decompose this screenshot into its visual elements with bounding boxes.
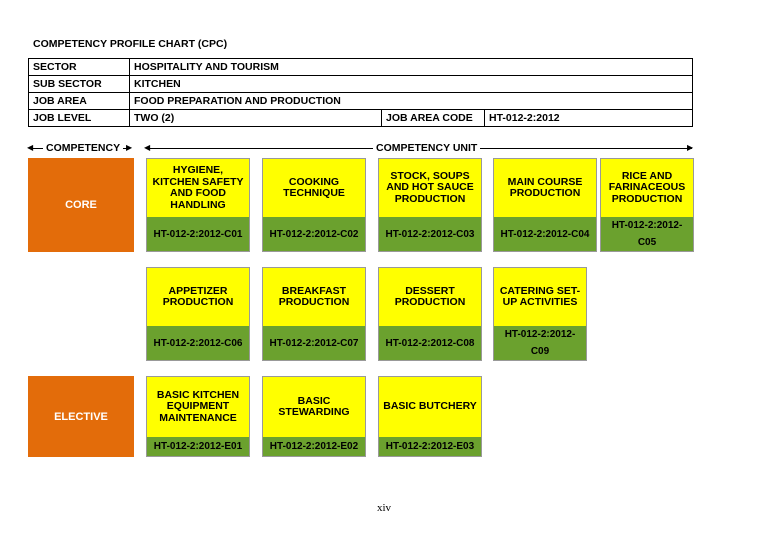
unit-code: HT-012-2:2012-C08 — [379, 326, 481, 360]
competency-unit-header: COMPETENCY UNIT — [373, 142, 480, 154]
competency-unit-card — [493, 158, 597, 252]
competency-header: COMPETENCY — [43, 142, 123, 154]
competency-unit-card — [262, 376, 366, 457]
job-info-table — [28, 58, 693, 127]
unit-code: HT-012-2:2012-E01 — [147, 437, 249, 456]
competency-unit-card — [146, 267, 250, 361]
unit-name: DESSERT PRODUCTION — [379, 268, 481, 326]
joblevel-value: TWO (2) — [130, 110, 382, 127]
subsector-label: SUB SECTOR — [29, 76, 130, 93]
page-number: xiv — [376, 502, 392, 514]
core-category: CORE — [28, 158, 134, 252]
unit-code: HT-012-2:2012-C01 — [147, 217, 249, 251]
competency-unit-card — [146, 376, 250, 457]
unit-code: HT-012-2:2012-C09 — [494, 326, 586, 360]
sector-value: HOSPITALITY AND TOURISM — [130, 59, 693, 76]
jobarea-value: FOOD PREPARATION AND PRODUCTION — [130, 93, 693, 110]
competency-unit-card — [600, 158, 694, 252]
unit-code: HT-012-2:2012-C04 — [494, 217, 596, 251]
competency-unit-card — [146, 158, 250, 252]
unit-code: HT-012-2:2012-E03 — [379, 437, 481, 456]
competency-unit-card — [262, 267, 366, 361]
unit-code: HT-012-2:2012-C03 — [379, 217, 481, 251]
unit-name: BASIC BUTCHERY — [379, 377, 481, 437]
unit-name: RICE AND FARINACEOUS PRODUCTION — [601, 159, 693, 217]
arrow-right-icon: ▶ — [126, 143, 133, 152]
competency-unit-card — [262, 158, 366, 252]
elective-category: ELECTIVE — [28, 376, 134, 457]
subsector-value: KITCHEN — [130, 76, 693, 93]
unit-name: BREAKFAST PRODUCTION — [263, 268, 365, 326]
competency-unit-card — [493, 267, 587, 361]
competency-unit-card — [378, 267, 482, 361]
chart-title: COMPETENCY PROFILE CHART (CPC) — [33, 38, 228, 50]
competency-unit-card — [378, 158, 482, 252]
sector-row — [29, 59, 693, 76]
unit-name: BASIC KITCHEN EQUIPMENT MAINTENANCE — [147, 377, 249, 437]
unit-code: HT-012-2:2012-C02 — [263, 217, 365, 251]
jobareacode-label: JOB AREA CODE — [382, 110, 485, 127]
unit-name: BASIC STEWARDING — [263, 377, 365, 437]
jobarea-label: JOB AREA — [29, 93, 130, 110]
unit-code: HT-012-2:2012-C07 — [263, 326, 365, 360]
arrow-right-icon: ▶ — [687, 143, 694, 152]
arrow-left-icon: ◀ — [144, 143, 151, 152]
unit-name: APPETIZER PRODUCTION — [147, 268, 249, 326]
unit-name: COOKING TECHNIQUE — [263, 159, 365, 217]
unit-name: STOCK, SOUPS AND HOT SAUCE PRODUCTION — [379, 159, 481, 217]
sector-label: SECTOR — [29, 59, 130, 76]
subsector-row — [29, 76, 693, 93]
unit-name: CATERING SET-UP ACTIVITIES — [494, 268, 586, 326]
unit-code: HT-012-2:2012-E02 — [263, 437, 365, 456]
jobareacode-value: HT-012-2:2012 — [485, 110, 693, 127]
unit-name: MAIN COURSE PRODUCTION — [494, 159, 596, 217]
jobarea-row — [29, 93, 693, 110]
unit-code: HT-012-2:2012-C05 — [601, 217, 693, 251]
unit-name: HYGIENE, KITCHEN SAFETY AND FOOD HANDLING — [147, 159, 249, 217]
joblevel-row — [29, 110, 693, 127]
joblevel-label: JOB LEVEL — [29, 110, 130, 127]
unit-code: HT-012-2:2012-C06 — [147, 326, 249, 360]
competency-unit-card — [378, 376, 482, 457]
arrow-left-icon: ◀ — [27, 143, 34, 152]
